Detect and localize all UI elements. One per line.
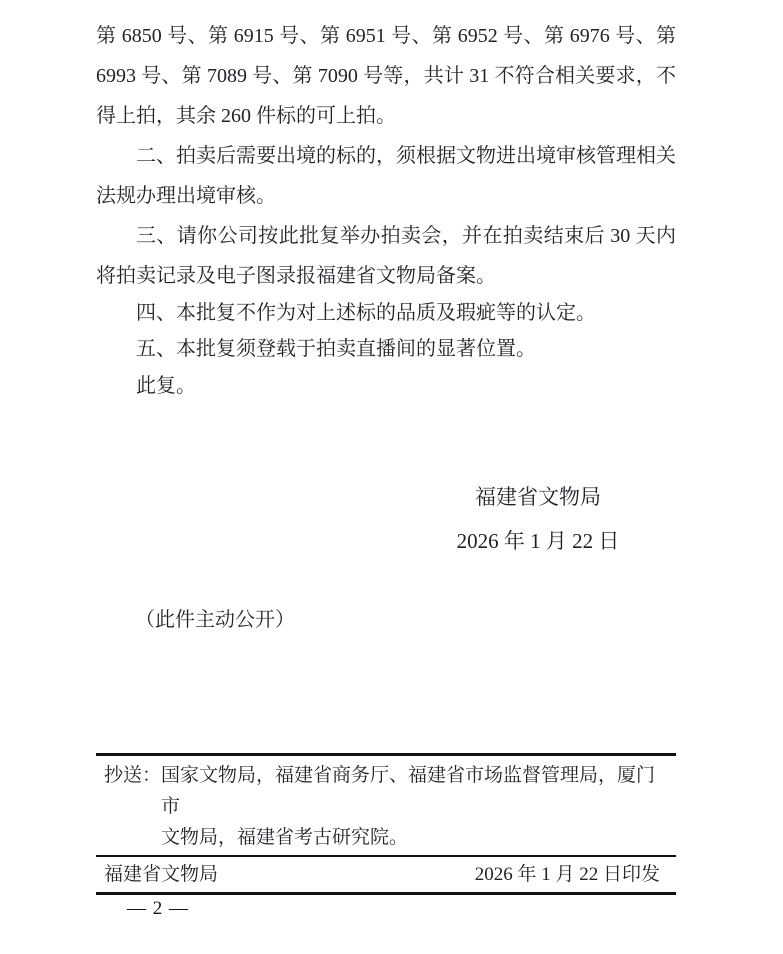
page-number: — 2 — bbox=[127, 898, 189, 919]
signature-date: 2026 年 1 月 22 日 bbox=[456, 529, 620, 553]
body-paragraph-item-three: 三、请你公司按此批复举办拍卖会，并在拍卖结束后 30 天内将拍卖记录及电子图录报福建省文物局备案。 bbox=[96, 225, 676, 287]
print-date: 2026 年 1 月 22 日印发 bbox=[474, 864, 660, 885]
cc-recipients-line1: 国家文物局，福建省商务厅、福建省市场监督管理局，厦门市 bbox=[161, 765, 656, 817]
cc-recipients bbox=[161, 760, 676, 853]
footer-table bbox=[96, 753, 676, 895]
issue-row bbox=[96, 857, 676, 892]
signature-issuer: 福建省文物局 bbox=[475, 485, 601, 509]
body-paragraph-continuation: 第 6850 号、第 6915 号、第 6951 号、第 6952 号、第 6976 号、第 6993 号、第 7089 号、第 7090 号等，共计 31 不符合相关要求，不得上拍，其余 260 件标的可上拍。 bbox=[96, 25, 676, 127]
body-paragraph-item-five: 五、本批复须登载于拍卖直播间的显著位置。 bbox=[136, 338, 536, 360]
body-paragraph-item-four: 四、本批复不作为对上述标的品质及瑕疵等的认定。 bbox=[136, 302, 596, 324]
body-paragraph-closing: 此复。 bbox=[136, 375, 196, 397]
cc-label: 抄送： bbox=[104, 765, 162, 786]
cc-row bbox=[96, 756, 676, 857]
signature-block bbox=[398, 476, 678, 563]
cc-recipients-line2: 文物局，福建省考古研究院。 bbox=[161, 827, 409, 848]
issuing-org: 福建省文物局 bbox=[104, 864, 219, 885]
body-paragraph-item-two: 二、拍卖后需要出境的标的，须根据文物进出境审核管理相关法规办理出境审核。 bbox=[96, 145, 676, 207]
disclosure-note: （此件主动公开） bbox=[135, 609, 295, 631]
